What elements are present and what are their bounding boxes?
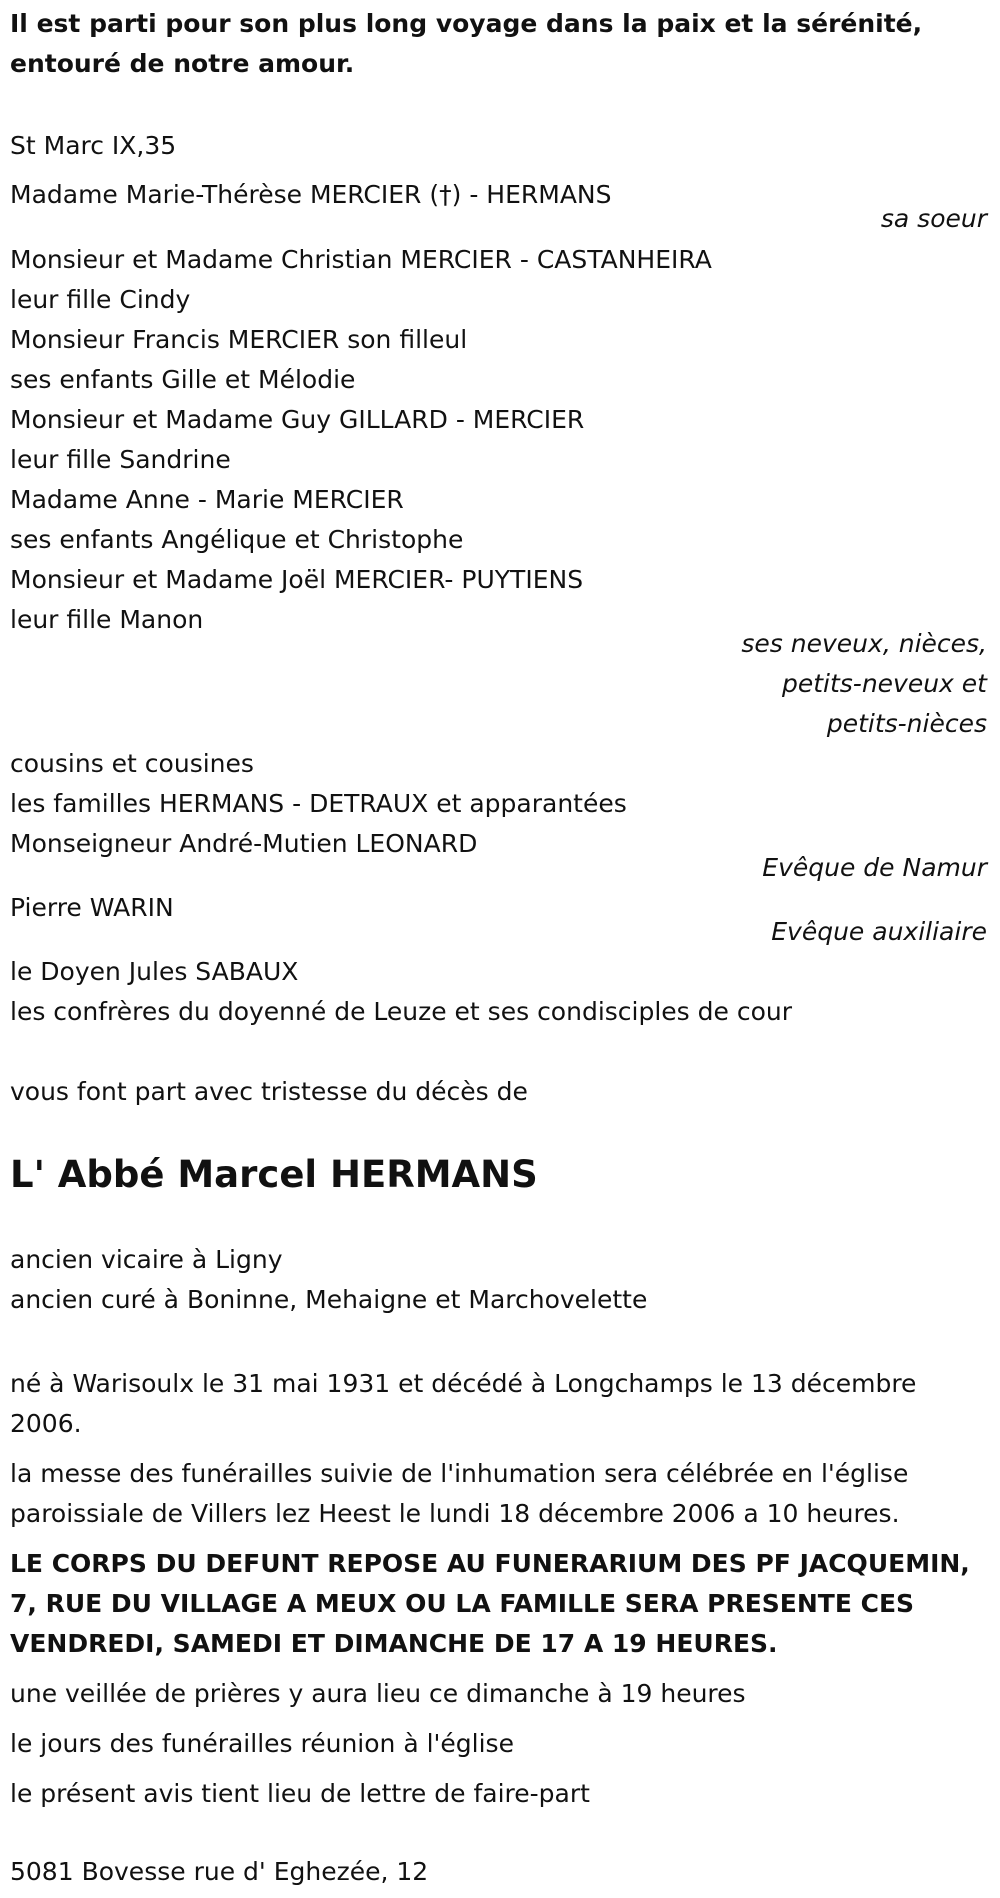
- nephews-role: petits-nièces: [826, 709, 987, 738]
- bishop-role: Evêque de Namur: [762, 853, 987, 882]
- nephew-line: ses enfants Gille et Mélodie: [10, 365, 356, 394]
- nephew-line: Monsieur et Madame Guy GILLARD - MERCIER: [10, 405, 585, 434]
- nephew-line: Monsieur et Madame Christian MERCIER - CASTANHEIRA: [10, 245, 712, 274]
- address-text: 5081 Bovesse rue d' Eghezée, 12: [10, 1857, 429, 1886]
- nephew-line: leur fille Manon: [10, 605, 204, 634]
- nephew-line: leur fille Cindy: [10, 285, 191, 314]
- nephew-line: Madame Anne - Marie MERCIER: [10, 485, 404, 514]
- dean-name: le Doyen Jules SABAUX: [10, 957, 299, 986]
- announcement-text: vous font part avec tristesse du décès de: [10, 1077, 528, 1106]
- confreres-line: les confrères du doyenné de Leuze et ses condisciples de cour: [10, 997, 793, 1026]
- nephew-line: Monsieur et Madame Joël MERCIER- PUYTIENS: [10, 565, 584, 594]
- birth-death-text: né à Warisoulx le 31 mai 1931 et décédé à Longchamps le 13 décembre 2006.: [10, 1369, 917, 1438]
- sister-role: sa soeur: [880, 204, 987, 233]
- notice-text: le présent avis tient lieu de lettre de faire-part: [10, 1779, 590, 1808]
- aux-bishop-role: Evêque auxiliaire: [771, 917, 987, 946]
- intro-text: Il est parti pour son plus long voyage dans la paix et la sérénité, entouré de notre amour.: [10, 9, 923, 78]
- bishop-name: Monseigneur André-Mutien LEONARD: [10, 829, 478, 858]
- sister-name: Madame Marie-Thérèse MERCIER (†) - HERMANS: [10, 180, 612, 209]
- aux-bishop-name: Pierre WARIN: [10, 893, 174, 922]
- nephews-role: ses neveux, nièces,: [741, 629, 987, 658]
- career-line: ancien curé à Boninne, Mehaigne et Marchovelette: [10, 1285, 648, 1314]
- families-line: les familles HERMANS - DETRAUX et apparantées: [10, 789, 627, 818]
- meeting-text: le jours des funérailles réunion à l'église: [10, 1729, 514, 1758]
- nephew-line: ses enfants Angélique et Christophe: [10, 525, 464, 554]
- career-line: ancien vicaire à Ligny: [10, 1245, 283, 1274]
- verse-reference: St Marc IX,35: [10, 131, 177, 160]
- vigil-text: une veillée de prières y aura lieu ce dimanche à 19 heures: [10, 1679, 746, 1708]
- cousins-line: cousins et cousines: [10, 749, 254, 778]
- mass-text: la messe des funérailles suivie de l'inhumation sera célébrée en l'église paroissiale de Villers lez Heest le lundi 18 décembre 2006 a 10 heures.: [10, 1459, 909, 1528]
- deceased-name: L' Abbé Marcel HERMANS: [10, 1153, 538, 1196]
- nephews-role: petits-neveux et: [781, 669, 987, 698]
- nephew-line: leur fille Sandrine: [10, 445, 231, 474]
- nephew-line: Monsieur Francis MERCIER son filleul: [10, 325, 468, 354]
- body-notice-text: LE CORPS DU DEFUNT REPOSE AU FUNERARIUM DES PF JACQUEMIN, 7, RUE DU VILLAGE A MEUX OU LA FAMILLE SERA PRESENTE CES VENDREDI, SAMEDI ET DIMANCHE DE 17 A 19 HEURES.: [10, 1549, 970, 1658]
